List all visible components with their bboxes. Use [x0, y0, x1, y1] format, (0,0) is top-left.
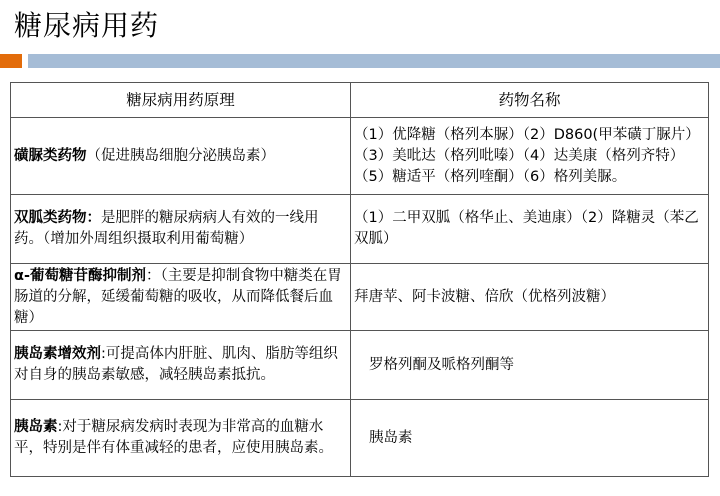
header-drug-name: 药物名称: [351, 83, 709, 118]
drug-name-cell: 胰岛素: [351, 400, 709, 477]
drug-class-description: :对于糖尿病发病时表现为非常高的血糖水平，特别是伴有体重减轻的患者，应使用胰岛素。: [14, 419, 333, 456]
drug-class-description: ：（主要是抑制食物中糖类在胃肠道的分解，延缓葡萄糖的吸收，从而降低餐后血糖）: [14, 267, 342, 326]
drug-class-term: 胰岛素增效剂: [14, 346, 101, 362]
table-row: [11, 331, 709, 400]
drug-class-description: 是肥胖的糖尿病病人有效的一线用药。（增加外周组织摄取利用葡萄糖）: [14, 210, 319, 247]
principle-cell: [11, 195, 351, 264]
principle-cell: [11, 331, 351, 400]
drug-name-cell: 拜唐苹、阿卡波糖、倍欣（优格列波糖）: [351, 264, 709, 331]
drug-name-cell: 罗格列酮及哌格列酮等: [351, 331, 709, 400]
drug-class-term: 胰岛素: [14, 419, 58, 435]
table-row: [11, 400, 709, 477]
accent-bar-orange: [0, 54, 22, 68]
drug-class-description: （促进胰岛细胞分泌胰岛素）: [86, 147, 275, 164]
drug-class-term: 磺脲类药物: [14, 147, 87, 164]
diabetes-drug-table: [10, 82, 709, 477]
table-row: [11, 195, 709, 264]
table-row: [11, 118, 709, 195]
drug-class-term: 双胍类药物：: [14, 210, 101, 226]
slide-title: 糖尿病用药: [14, 9, 160, 42]
accent-bar-blue: [28, 54, 720, 68]
drug-class-description: :可提高体内肝脏、肌肉、脂肪等组织对自身的胰岛素敏感，减轻胰岛素抵抗。: [14, 346, 338, 383]
drug-name-cell: （1）优降糖（格列本脲）（2）D860(甲苯磺丁脲片）（3）美吡达（格列吡嗪）（4）达美康（格列齐特）（5）糖适平（格列喹酮）（6）格列美脲。: [351, 118, 709, 195]
principle-cell: [11, 118, 351, 195]
header-principle: 糖尿病用药原理: [11, 83, 351, 118]
table-header-row: [11, 83, 709, 118]
principle-cell: [11, 400, 351, 477]
drug-name-cell: （1）二甲双胍（格华止、美迪康）（2）降糖灵（苯乙双胍）: [351, 195, 709, 264]
drug-class-term: α-葡萄糖苷酶抑制剂: [14, 267, 146, 284]
principle-cell: [11, 264, 351, 331]
table-row: [11, 264, 709, 331]
